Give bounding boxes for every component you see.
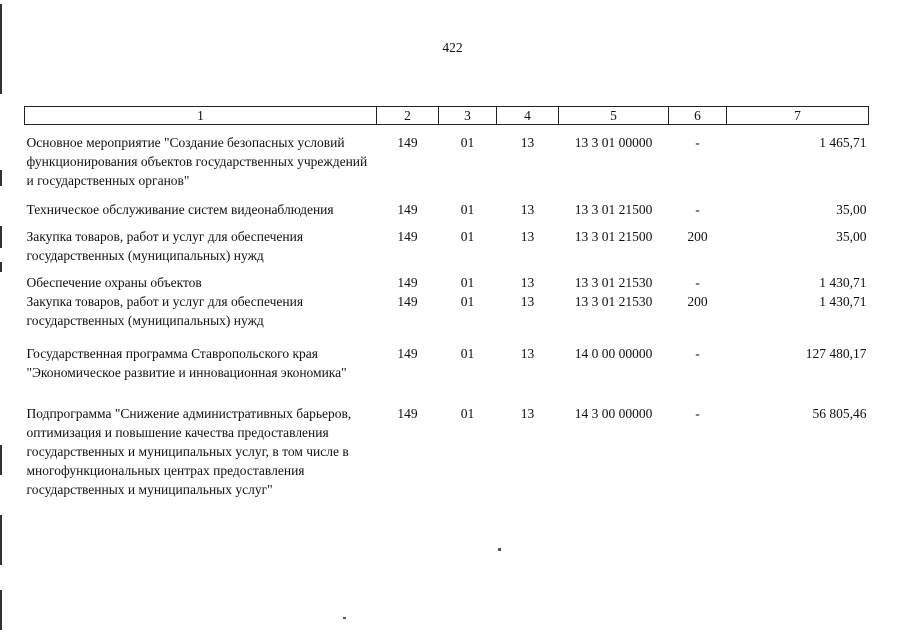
table-row	[25, 265, 869, 292]
row-name: Закупка товаров, работ и услуг для обеспечения государственных (муниципальных) нужд	[26, 229, 304, 263]
column-header-2: 2	[377, 107, 439, 125]
row-target-code: 13 3 01 21500	[574, 229, 653, 244]
row-expense-type: -	[695, 135, 700, 150]
table-row	[25, 125, 869, 191]
scan-edge-mark	[0, 4, 2, 94]
row-ministry-code: 149	[397, 406, 418, 421]
column-header-4: 4	[497, 107, 559, 125]
budget-table	[24, 106, 869, 499]
row-section-code: 01	[460, 275, 475, 290]
row-section-code: 01	[460, 294, 475, 309]
row-target-code: 13 3 01 21500	[574, 202, 653, 217]
row-section-code: 01	[460, 202, 475, 217]
row-expense-type: -	[695, 202, 700, 217]
row-amount: 1 430,71	[819, 294, 867, 309]
row-expense-type: -	[695, 346, 700, 361]
row-subsection-code: 13	[520, 202, 535, 217]
column-header-6: 6	[669, 107, 727, 125]
row-expense-type: 200	[687, 294, 708, 309]
row-amount: 127 480,17	[805, 346, 867, 361]
table-row	[25, 292, 869, 330]
row-name: Подпрограмма "Снижение административных барьеров, оптимизация и повышение качества предоставления государственных и муниципальных услуг, в том числе в многофункциональных центрах предоставления государственных и муниципальных услуг"	[26, 406, 352, 497]
scan-edge-mark	[0, 590, 2, 630]
row-subsection-code: 13	[520, 135, 535, 150]
row-target-code: 13 3 01 21530	[574, 294, 653, 309]
row-target-code: 14 3 00 00000	[574, 406, 653, 421]
row-expense-type: -	[695, 406, 700, 421]
column-header-7: 7	[727, 107, 869, 125]
scan-edge-mark	[0, 515, 2, 565]
row-subsection-code: 13	[520, 229, 535, 244]
table-row	[25, 190, 869, 219]
table-row	[25, 330, 869, 382]
scan-edge-mark	[0, 226, 2, 248]
row-ministry-code: 149	[397, 229, 418, 244]
row-ministry-code: 149	[397, 135, 418, 150]
table-row	[25, 219, 869, 265]
table-row	[25, 382, 869, 499]
row-amount: 35,00	[836, 202, 867, 217]
column-header-5: 5	[559, 107, 669, 125]
scan-edge-mark	[0, 170, 2, 186]
row-subsection-code: 13	[520, 406, 535, 421]
row-name: Обеспечение охраны объектов	[26, 275, 202, 290]
row-section-code: 01	[460, 135, 475, 150]
row-ministry-code: 149	[397, 294, 418, 309]
row-amount: 56 805,46	[812, 406, 867, 421]
column-header-1: 1	[25, 107, 377, 125]
row-expense-type: -	[695, 275, 700, 290]
scan-speck	[498, 548, 501, 551]
row-section-code: 01	[460, 406, 475, 421]
row-amount: 1 430,71	[819, 275, 867, 290]
row-subsection-code: 13	[520, 346, 535, 361]
row-section-code: 01	[460, 229, 475, 244]
scan-speck	[343, 617, 346, 619]
row-subsection-code: 13	[520, 294, 535, 309]
row-target-code: 14 0 00 00000	[574, 346, 653, 361]
row-amount: 1 465,71	[819, 135, 867, 150]
row-ministry-code: 149	[397, 275, 418, 290]
row-section-code: 01	[460, 346, 475, 361]
row-target-code: 13 3 01 00000	[574, 135, 653, 150]
table-header-row	[25, 107, 869, 125]
row-name: Закупка товаров, работ и услуг для обеспечения государственных (муниципальных) нужд	[26, 294, 304, 328]
row-target-code: 13 3 01 21530	[574, 275, 653, 290]
page-number: 422	[442, 40, 463, 55]
row-name: Техническое обслуживание систем видеонаблюдения	[26, 202, 334, 217]
scan-edge-mark	[0, 262, 2, 272]
row-amount: 35,00	[836, 229, 867, 244]
row-expense-type: 200	[687, 229, 708, 244]
scan-edge-mark	[0, 445, 2, 475]
row-subsection-code: 13	[520, 275, 535, 290]
row-ministry-code: 149	[397, 346, 418, 361]
row-name: Основное мероприятие "Создание безопасных условий функционирования объектов государственных учреждений и государственных органов"	[26, 135, 368, 188]
row-name: Государственная программа Ставропольского края "Экономическое развитие и инновационная экономика"	[26, 346, 347, 380]
row-ministry-code: 149	[397, 202, 418, 217]
column-header-3: 3	[439, 107, 497, 125]
